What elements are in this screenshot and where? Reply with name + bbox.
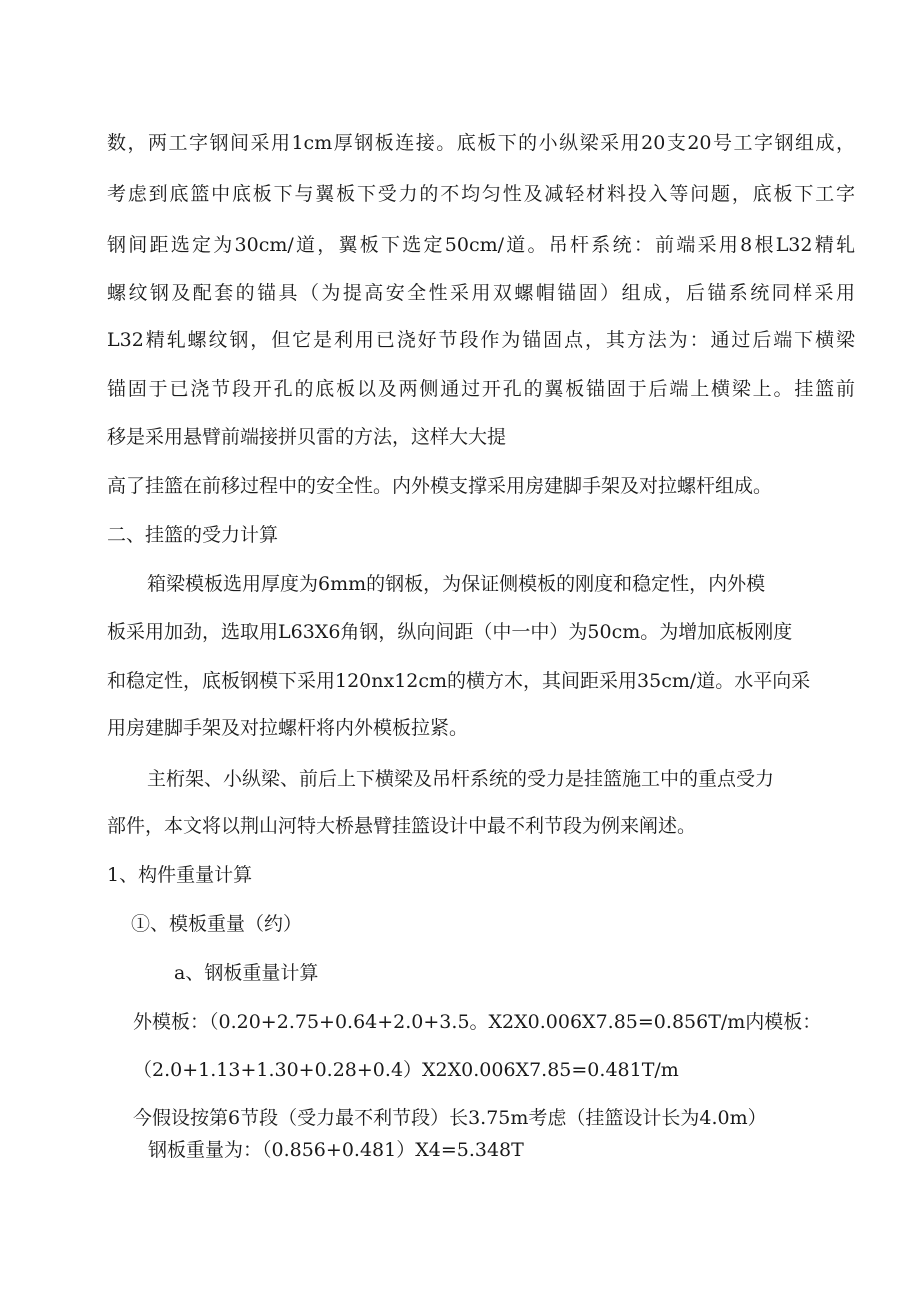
sub-item-heading: a、钢板重量计算 <box>174 962 319 984</box>
text-line-6: 锚固于已浇节段开孔的底板以及两侧通过开孔的翼板锚固于后端上横梁上。挂篮前 <box>107 378 855 400</box>
text-line-5: L32精轧螺纹钢，但它是利用已浇好节段作为锚固点，其方法为：通过后端下横梁 <box>107 329 855 351</box>
text-line-13: 用房建脚手架及对拉螺杆将内外模板拉紧。 <box>107 717 469 739</box>
text-line-4: 螺纹钢及配套的锚具（为提高安全性采用双螺帽锚固）组成，后锚系统同样采用 <box>107 282 855 304</box>
text-line-14: 主桁架、小纵梁、前后上下横梁及吊杆系统的受力是挂篮施工中的重点受力 <box>147 768 775 790</box>
text-line-3: 钢间距选定为30cm/道，翼板下选定50cm/道。吊杆系统：前端采用8根L32精轧 <box>107 234 855 256</box>
subsection-heading: 1、构件重量计算 <box>107 864 253 886</box>
text-line-8: 高了挂篮在前移过程中的安全性。内外模支撑采用房建脚手架及对拉螺杆组成。 <box>107 475 773 497</box>
text-line-21: 今假设按第6节段（受力最不利节段）长3.75m考虑（挂篮设计长为4.0m） <box>133 1107 767 1129</box>
text-line-1: 数，两工字钢间采用1cm厚钢板连接。底板下的小纵梁采用20支20号工字钢组成， <box>107 132 855 154</box>
text-line-7: 移是采用悬臂前端接拼贝雷的方法，这样大大提 <box>107 426 507 448</box>
text-line-2: 考虑到底篮中底板下与翼板下受力的不均匀性及减轻材料投入等问题，底板下工字 <box>107 183 855 205</box>
formula-line-1: 外模板：（0.20+2.75+0.64+2.0+3.5。X2X0.006X7.85=0.856T/m内模板： <box>133 1011 822 1033</box>
text-line-10: 箱梁模板选用厚度为6mm的钢板，为保证侧模板的刚度和稳定性，内外模 <box>147 573 766 595</box>
text-line-11: 板采用加劲，选取用L63X6角钢，纵向间距（中一中）为50cm。为增加底板刚度 <box>107 621 793 643</box>
text-line-12: 和稳定性，底板钢模下采用120nx12cm的横方木，其间距采用35cm/道。水平向采 <box>107 670 811 692</box>
item-heading: ①、模板重量（约） <box>131 913 303 935</box>
text-line-15: 部件，本文将以荆山河特大桥悬臂挂篮设计中最不利节段为例来阐述。 <box>107 815 697 837</box>
formula-line-3: 钢板重量为：（0.856+0.481）X4=5.348T <box>148 1139 524 1161</box>
section-heading: 二、挂篮的受力计算 <box>107 524 279 546</box>
formula-line-2: （2.0+1.13+1.30+0.28+0.4）X2X0.006X7.85=0.481T/m <box>133 1059 679 1081</box>
